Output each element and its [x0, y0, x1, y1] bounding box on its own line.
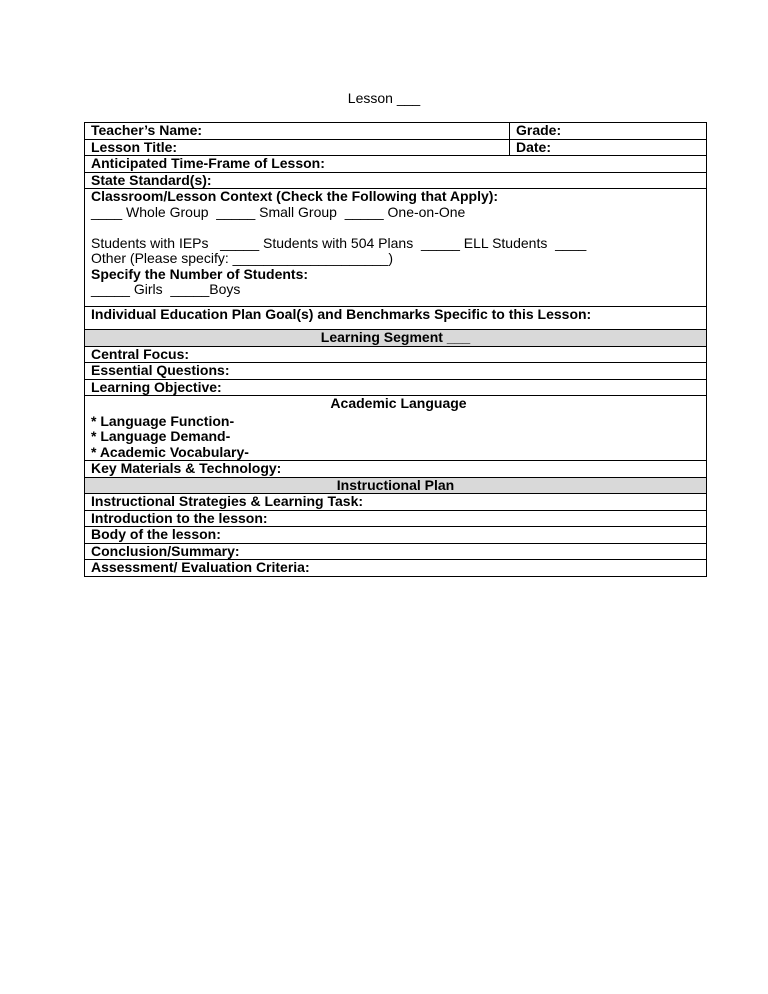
introduction-row: [85, 510, 707, 527]
classroom-context-row: [85, 189, 707, 307]
grade-label: Grade:: [510, 123, 707, 140]
language-function-item: * Language Function-: [91, 412, 235, 429]
assessment-label: Assessment/ Evaluation Criteria:: [85, 560, 707, 577]
learning-objective-label: Learning Objective:: [85, 379, 707, 396]
instructional-strategies-row: [85, 494, 707, 511]
assessment-row: [85, 560, 707, 577]
learning-objective-row: [85, 379, 707, 396]
document-title: Lesson ___: [347, 90, 421, 106]
teacher-grade-row: [85, 123, 707, 140]
time-frame-row: [85, 156, 707, 173]
academic-vocabulary-item: * Academic Vocabulary-: [91, 443, 249, 460]
conclusion-row: [85, 543, 707, 560]
lesson-title-date-row: [85, 139, 707, 156]
academic-language-row: [85, 396, 707, 461]
other-specify-line: Other (Please specify: ____________________): [91, 250, 393, 266]
gender-count-line: _____ Girls _____Boys: [91, 281, 241, 297]
learning-segment-heading: Learning Segment ___: [85, 330, 707, 347]
essential-questions-label: Essential Questions:: [85, 363, 707, 380]
date-label: Date:: [510, 139, 707, 156]
lesson-title-label: Lesson Title:: [85, 139, 510, 156]
instructional-plan-heading: Instructional Plan: [85, 477, 707, 494]
academic-language-cell: [85, 396, 707, 461]
teacher-name-label: Teacher’s Name:: [85, 123, 510, 140]
language-demand-item: * Language Demand-: [91, 428, 231, 444]
state-standards-label: State Standard(s):: [85, 172, 707, 189]
iep-row: [85, 306, 707, 330]
central-focus-label: Central Focus:: [85, 346, 707, 363]
conclusion-label: Conclusion/Summary:: [85, 543, 707, 560]
student-types-options: Students with IEPs _____ Students with 504 Plans _____ ELL Students ____: [91, 234, 587, 251]
instructional-plan-heading-row: [85, 477, 707, 494]
essential-questions-row: [85, 363, 707, 380]
learning-segment-row: [85, 330, 707, 347]
spacer: [91, 220, 706, 236]
body-label: Body of the lesson:: [85, 527, 707, 544]
state-standards-row: [85, 172, 707, 189]
central-focus-row: [85, 346, 707, 363]
classroom-context-cell: [85, 189, 707, 307]
introduction-label: Introduction to the lesson:: [85, 510, 707, 527]
grouping-options: ____ Whole Group _____ Small Group _____ One-on-One: [91, 203, 466, 220]
lesson-plan-table: [84, 122, 707, 577]
body-row: [85, 527, 707, 544]
context-heading: Classroom/Lesson Context (Check the Following that Apply):: [91, 188, 499, 204]
key-materials-label: Key Materials & Technology:: [85, 461, 707, 478]
time-frame-label: Anticipated Time-Frame of Lesson:: [85, 156, 707, 173]
materials-row: [85, 461, 707, 478]
number-of-students-heading: Specify the Number of Students:: [91, 265, 309, 282]
academic-language-heading: Academic Language: [330, 395, 467, 411]
instructional-strategies-label: Instructional Strategies & Learning Task:: [85, 494, 707, 511]
iep-goals-label: Individual Education Plan Goal(s) and Benchmarks Specific to this Lesson:: [85, 306, 707, 330]
